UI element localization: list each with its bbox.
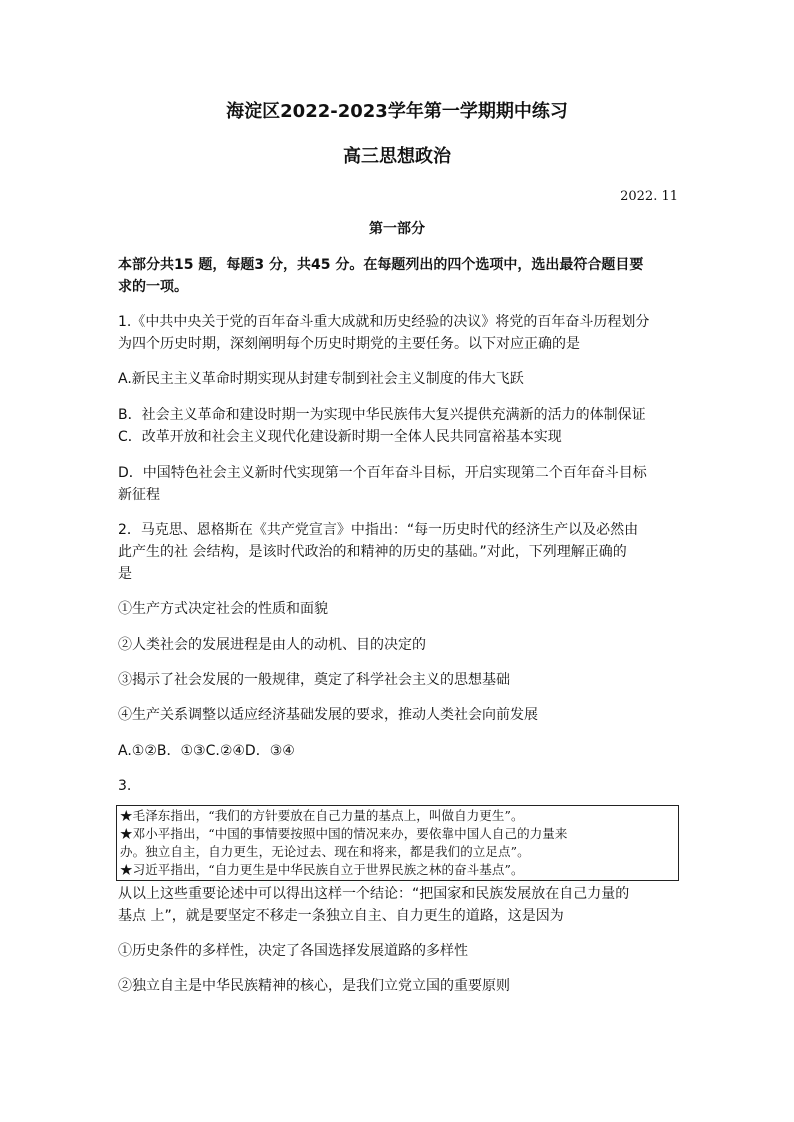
q3-stem-line-1: 从以上这些重要论述中可以得出这样一个结论：“把国家和民族发展放在自己力量的 [118, 886, 630, 902]
q1-option-d-line-1: D．中国特色社会主义新时代实现第一个百年奋斗目标，开启实现第二个百年奋斗目标 [118, 465, 647, 481]
exam-subject: 高三思想政治 [343, 146, 451, 167]
q3-item-2: ②独立自主是中华民族精神的核心，是我们立党立国的重要原则 [118, 978, 510, 994]
q1-option-d-line-2: 新征程 [118, 487, 160, 503]
q3-quote-1: ★毛泽东指出，“我们的方针要放在自己力量的基点上，叫做自力更生”。 [120, 808, 524, 823]
q2-stem-line-2: 此产生的社 会结构，是该时代政治的和精神的历史的基础。”对此，下列理解正确的 [118, 544, 627, 560]
exam-title: 海淀区2022-2023学年第一学期期中练习 [226, 101, 568, 122]
q1-option-c: C．改革开放和社会主义现代化建设新时期一全体人民共同富裕基本实现 [118, 429, 562, 445]
q2-stem-line-1: 2．马克思、恩格斯在《共产党宣言》中指出：“每一历史时代的经济生产以及必然由 [118, 522, 639, 538]
q1-option-b: B．社会主义革命和建设时期一为实现中华民族伟大复兴提供充满新的活力的体制保证 [118, 407, 646, 423]
q1-option-a: A.新民主主义革命时期实现从封建专制到社会主义制度的伟大飞跃 [118, 371, 524, 387]
q3-stem-line-2: 基点 上”，就是要坚定不移走一条独立自主、自力更生的道路，这是因为 [118, 908, 564, 924]
section-instruction-line-2: 求的一项。 [118, 279, 188, 295]
q3-quote-2: ★邓小平指出，“中国的事情要按照中国的情况来办，要依靠中国人自己的力量来 [120, 826, 568, 841]
q3-number: 3. [118, 778, 132, 794]
q2-item-4: ④生产关系调整以适应经济基础发展的要求，推动人类社会向前发展 [118, 707, 538, 723]
q2-choices: A.①②B．①③C.②④D．③④ [118, 743, 295, 759]
q3-quote-3: 办。独立自主，自力更生，无论过去、现在和将来，都是我们的立足点”。 [120, 844, 530, 859]
section-title: 第一部分 [369, 221, 425, 237]
q2-stem-line-3: 是 [118, 566, 132, 582]
q2-item-2: ②人类社会的发展进程是由人的动机、目的决定的 [118, 637, 426, 653]
q2-item-1: ①生产方式决定社会的性质和面貌 [118, 601, 328, 617]
exam-date: 2022. 11 [620, 189, 678, 204]
q3-item-1: ①历史条件的多样性，决定了各国选择发展道路的多样性 [118, 943, 468, 959]
q1-stem-line-1: 1.《中共中央关于党的百年奋斗重大成就和历史经验的决议》将党的百年奋斗历程划分 [118, 314, 650, 330]
q1-stem-line-2: 为四个历史时期，深刻阐明每个历史时期党的主要任务。以下对应正确的是 [118, 336, 580, 352]
section-instruction-line-1: 本部分共15 题，每题3 分，共45 分。在每题列出的四个选项中，选出最符合题目要 [118, 257, 644, 273]
q3-quote-4: ★习近平指出，“自力更生是中华民族自立于世界民族之林的奋斗基点”。 [120, 862, 524, 877]
q2-item-3: ③揭示了社会发展的一般规律，奠定了科学社会主义的思想基础 [118, 672, 510, 688]
